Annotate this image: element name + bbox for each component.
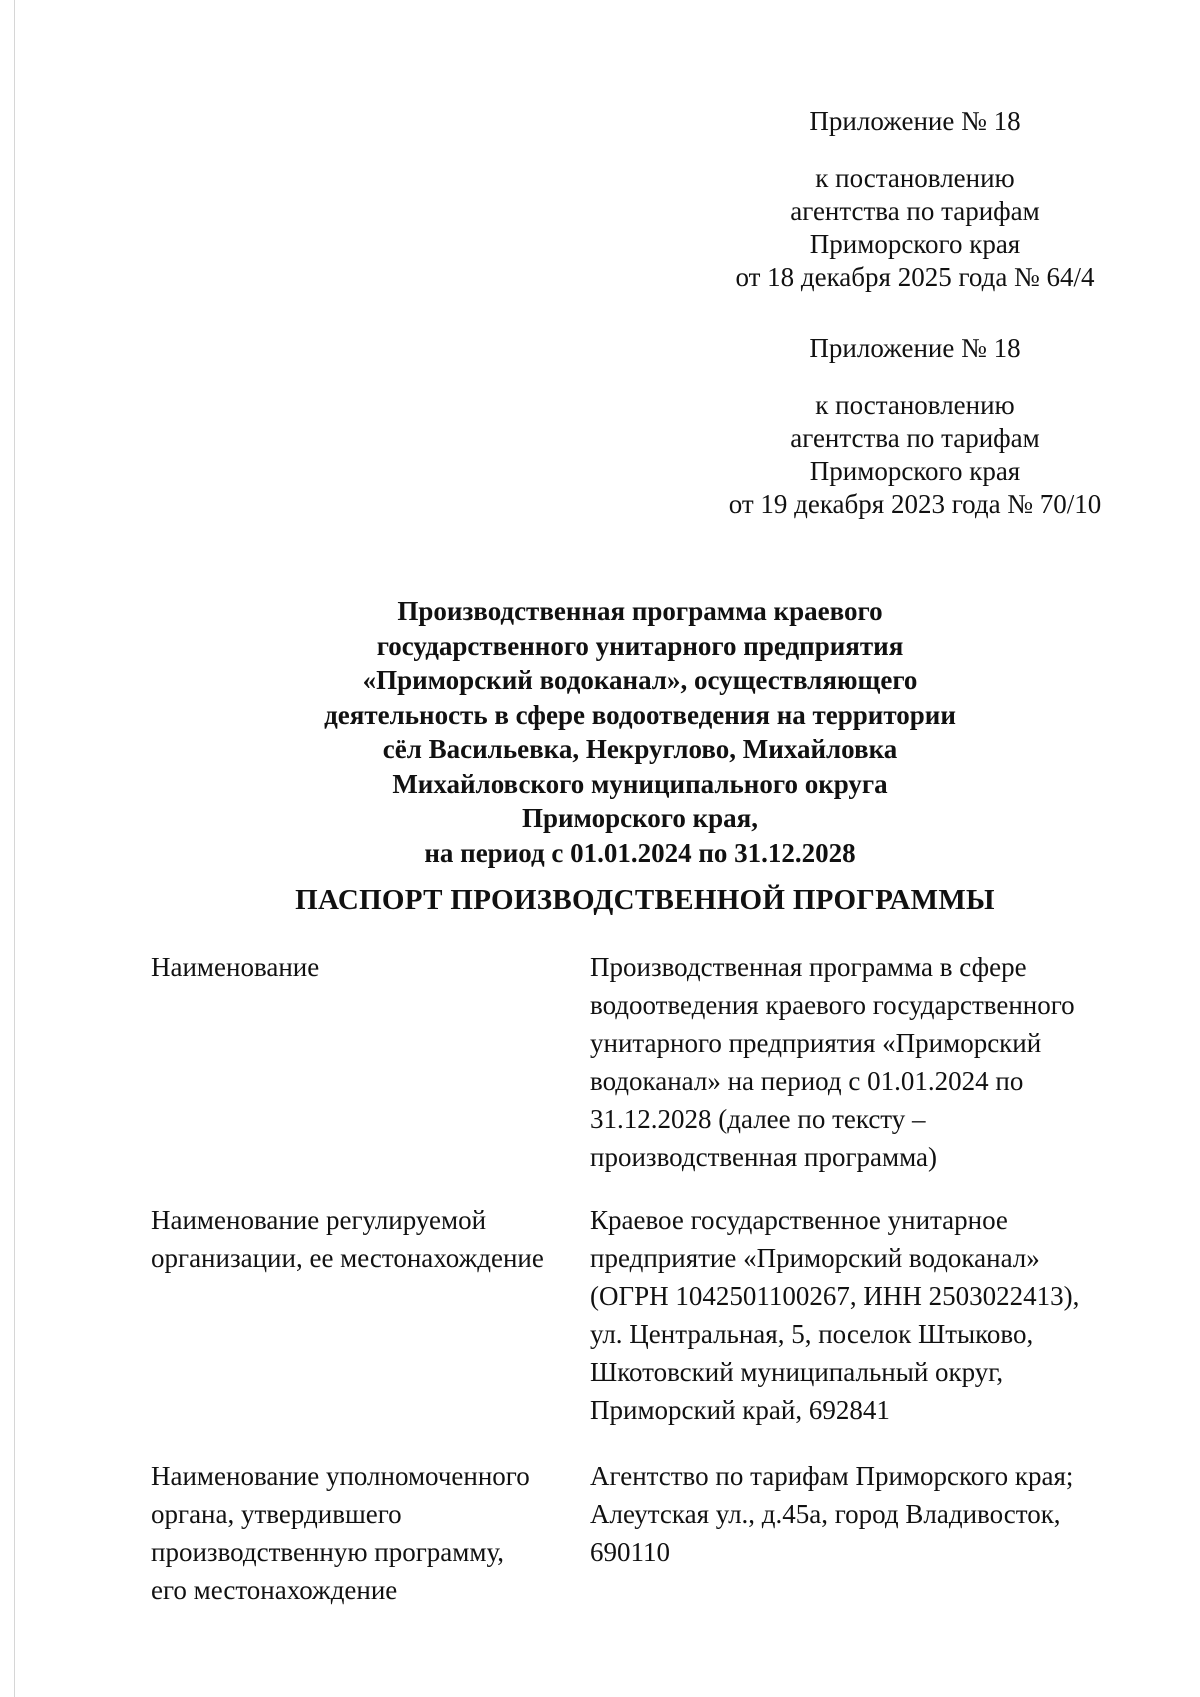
passport-value-line: Производственная программа в сфере bbox=[590, 952, 1027, 982]
passport-label-line: органа, утвердившего bbox=[151, 1499, 402, 1529]
passport-value-line: 690110 bbox=[590, 1537, 670, 1567]
passport-row-organization bbox=[151, 1201, 1131, 1457]
passport-label-line: Наименование bbox=[151, 952, 320, 982]
appendix-reference-line: Приморского края bbox=[809, 229, 1021, 259]
passport-label-line: Наименование регулируемой bbox=[151, 1205, 487, 1235]
appendix-reference-line: агентства по тарифам bbox=[790, 423, 1040, 453]
passport-value-line: Шкотовский муниципальный округ, bbox=[590, 1357, 1004, 1387]
appendix-number: Приложение № 18 bbox=[809, 333, 1021, 363]
appendix-original-resolution bbox=[700, 332, 1130, 521]
program-title-line: государственного унитарного предприятия bbox=[376, 630, 904, 661]
program-title bbox=[220, 594, 1060, 870]
appendix-date-number: от 18 декабря 2025 года № 64/4 bbox=[735, 262, 1095, 292]
passport-value bbox=[590, 1201, 1110, 1429]
program-title-line: на период с 01.01.2024 по 31.12.2028 bbox=[424, 837, 856, 868]
passport-label-line: производственную программу, bbox=[151, 1537, 504, 1567]
program-title-line: сёл Васильевка, Некруглово, Михайловка bbox=[382, 734, 898, 764]
passport-value-line: производственная программа) bbox=[590, 1142, 937, 1172]
passport-value-line: Краевое государственное унитарное bbox=[590, 1205, 1008, 1235]
passport-label-line: организации, ее местонахождение bbox=[151, 1243, 544, 1273]
appendix-reference-line: к постановлению bbox=[815, 390, 1015, 420]
appendix-reference-line: агентства по тарифам bbox=[790, 196, 1040, 226]
passport-label bbox=[151, 948, 590, 986]
passport-value bbox=[590, 948, 1110, 1176]
passport-value-line: 31.12.2028 (далее по тексту – bbox=[590, 1104, 926, 1134]
passport-value-line: водоканал» на период с 01.01.2024 по bbox=[590, 1066, 1024, 1096]
passport-value-line: унитарного предприятия «Приморский bbox=[590, 1028, 1042, 1058]
passport-value-line: Приморский край, 692841 bbox=[590, 1395, 890, 1425]
program-title-line: Михайловского муниципального округа bbox=[392, 768, 888, 799]
passport-value bbox=[590, 1457, 1110, 1571]
passport-label bbox=[151, 1201, 590, 1277]
appendix-date-number: от 19 декабря 2023 года № 70/10 bbox=[728, 489, 1102, 519]
passport-label-line: его местонахождение bbox=[151, 1575, 398, 1605]
passport-label bbox=[151, 1457, 590, 1609]
spacer bbox=[700, 138, 1130, 162]
appendix-current-amendment bbox=[700, 105, 1130, 294]
passport-heading: ПАСПОРТ ПРОИЗВОДСТВЕННОЙ ПРОГРАММЫ bbox=[295, 884, 995, 916]
passport-row-authority bbox=[151, 1457, 1131, 1637]
passport-label-line: Наименование уполномоченного bbox=[151, 1461, 530, 1491]
spacer bbox=[700, 365, 1130, 389]
program-title-line: «Приморский водоканал», осуществляющего bbox=[362, 665, 918, 695]
passport-value-line: предприятие «Приморский водоканал» bbox=[590, 1243, 1040, 1273]
program-title-line: Производственная программа краевого bbox=[397, 596, 883, 626]
passport-value-line: водоотведения краевого государственного bbox=[590, 990, 1075, 1020]
appendix-reference-line: Приморского края bbox=[809, 456, 1021, 486]
program-title-line: Приморского края, bbox=[521, 803, 759, 833]
passport-value-line: ул. Центральная, 5, поселок Штыково, bbox=[590, 1319, 1034, 1349]
passport-value-line: Агентство по тарифам Приморского края; bbox=[590, 1461, 1074, 1491]
passport-row-name bbox=[151, 948, 1131, 1201]
appendix-number: Приложение № 18 bbox=[809, 106, 1021, 136]
passport-table bbox=[151, 948, 1131, 1637]
appendix-reference-line: к постановлению bbox=[815, 163, 1015, 193]
passport-value-line: Алеутская ул., д.45а, город Владивосток, bbox=[590, 1499, 1061, 1529]
page-scan-edge bbox=[14, 0, 15, 1697]
passport-value-line: (ОГРН 1042501100267, ИНН 2503022413), bbox=[590, 1281, 1080, 1311]
program-title-line: деятельность в сфере водоотведения на территории bbox=[324, 699, 956, 730]
